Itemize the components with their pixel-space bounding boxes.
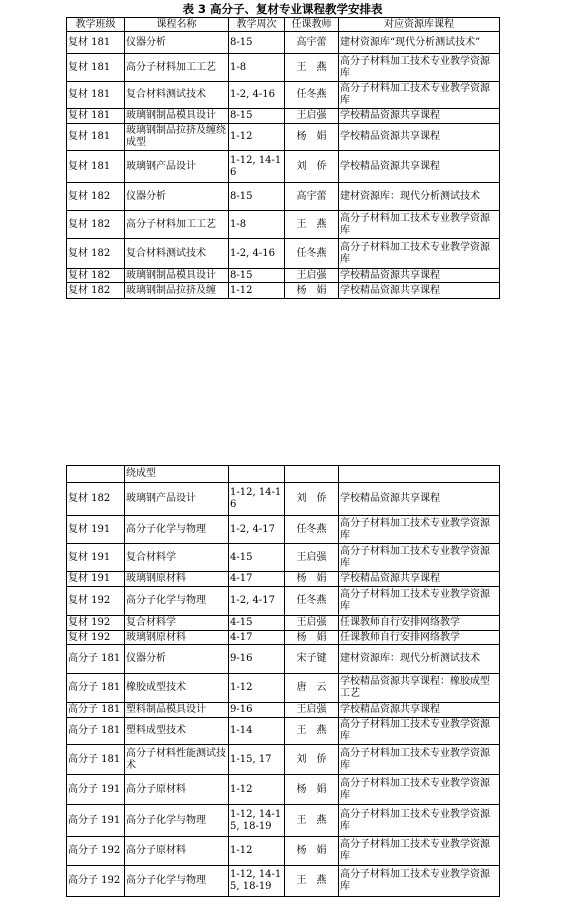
header-weeks: 教学周次 [229,18,285,32]
cell-class: 复材 192 [67,631,125,645]
cell-course: 仪器分析 [125,183,229,211]
cell-resource: 学校精品资源共享课程 [339,151,500,183]
cell-class: 高分子 192 [67,866,125,897]
table-row [67,516,500,544]
cell-class: 复材 181 [67,109,125,124]
header-class: 教学班级 [67,18,125,32]
table-row [67,82,500,109]
cell-weeks: 4-15 [229,544,285,572]
cell-weeks: 1-12, 14-15, 18-19 [229,866,285,897]
table-row [67,466,500,483]
cell-weeks [229,466,285,483]
cell-weeks: 8-15 [229,183,285,211]
cell-teacher: 王 燕 [285,805,339,837]
cell-weeks: 1-2, 4-17 [229,587,285,616]
cell-class: 复材 181 [67,32,125,54]
cell-resource: 学校精品资源共享课程 [339,283,500,299]
cell-resource: 学校精品资源共享课程 [339,703,500,718]
table-row [67,718,500,745]
cell-class: 高分子 191 [67,775,125,805]
cell-class: 复材 181 [67,124,125,151]
cell-resource: 高分子材料加工技术专业教学资源库 [339,718,500,745]
cell-resource [339,466,500,483]
cell-course: 高分子原材料 [125,775,229,805]
cell-weeks: 1-2, 4-16 [229,82,285,109]
table-row [67,124,500,151]
cell-resource: 高分子材料加工技术专业教学资源库 [339,544,500,572]
cell-teacher: 刘 侨 [285,151,339,183]
table-header-row [67,18,500,32]
table-row [67,631,500,645]
table-row [67,183,500,211]
cell-course: 绕成型 [125,466,229,483]
cell-weeks: 1-12 [229,775,285,805]
cell-course: 高分子原材料 [125,837,229,866]
cell-weeks: 1-12, 14-16 [229,151,285,183]
cell-course: 玻璃钢制品模具设计 [125,109,229,124]
cell-class: 复材 182 [67,239,125,269]
cell-class: 高分子 181 [67,674,125,703]
cell-teacher: 杨 娟 [285,775,339,805]
cell-resource: 高分子材料加工技术专业教学资源库 [339,239,500,269]
cell-class: 高分子 181 [67,718,125,745]
cell-weeks: 1-2, 4-16 [229,239,285,269]
cell-resource: 高分子材料加工技术专业教学资源库 [339,775,500,805]
cell-class: 复材 181 [67,82,125,109]
cell-teacher: 王 燕 [285,866,339,897]
cell-course: 塑料成型技术 [125,718,229,745]
cell-weeks: 4-17 [229,631,285,645]
cell-class: 高分子 192 [67,837,125,866]
cell-weeks: 1-14 [229,718,285,745]
cell-class: 复材 182 [67,211,125,239]
table-row [67,745,500,775]
cell-course: 玻璃钢原材料 [125,631,229,645]
cell-teacher: 高宇蕾 [285,32,339,54]
cell-teacher: 王启强 [285,544,339,572]
cell-resource: 建材资源库：现代分析测试技术 [339,645,500,674]
cell-resource: 高分子材料加工技术专业教学资源库 [339,837,500,866]
cell-class [67,466,125,483]
cell-weeks: 9-16 [229,703,285,718]
cell-resource: 高分子材料加工技术专业教学资源库 [339,516,500,544]
cell-resource: 高分子材料加工技术专业教学资源库 [339,866,500,897]
cell-weeks: 4-17 [229,572,285,587]
schedule-table-part-2 [66,465,500,897]
cell-weeks: 8-15 [229,109,285,124]
cell-weeks: 1-12, 14-15, 18-19 [229,805,285,837]
cell-class: 复材 192 [67,616,125,631]
table-body-part-1 [67,32,500,299]
cell-teacher: 高宇蕾 [285,183,339,211]
cell-class: 复材 182 [67,483,125,516]
cell-weeks: 8-15 [229,32,285,54]
cell-course: 复合材料学 [125,616,229,631]
cell-teacher [285,466,339,483]
cell-weeks: 1-2, 4-17 [229,516,285,544]
table-row [67,674,500,703]
cell-resource: 高分子材料加工技术专业教学资源库 [339,211,500,239]
cell-resource: 高分子材料加工技术专业教学资源库 [339,587,500,616]
cell-teacher: 任冬燕 [285,82,339,109]
table-row [67,805,500,837]
cell-teacher: 王启强 [285,109,339,124]
cell-course: 玻璃钢制品拉挤及缠 [125,283,229,299]
cell-course: 高分子化学与物理 [125,866,229,897]
cell-teacher: 王 燕 [285,211,339,239]
cell-teacher: 杨 娟 [285,631,339,645]
table-row [67,269,500,283]
cell-weeks: 1-8 [229,54,285,82]
table-row [67,483,500,516]
cell-teacher: 王启强 [285,703,339,718]
cell-resource: 学校精品资源共享课程 [339,483,500,516]
cell-course: 高分子化学与物理 [125,587,229,616]
table-row [67,866,500,897]
cell-resource: 学校精品资源共享课程 [339,109,500,124]
cell-course: 高分子化学与物理 [125,516,229,544]
cell-course: 高分子材料性能测试技术 [125,745,229,775]
cell-course: 橡胶成型技术 [125,674,229,703]
cell-resource: 建材资源库：现代分析测试技术 [339,183,500,211]
cell-course: 复合材料测试技术 [125,82,229,109]
table-row [67,211,500,239]
cell-weeks: 4-15 [229,616,285,631]
table-caption: 表 3 高分子、复材专业课程教学安排表 [182,2,383,16]
table-row [67,572,500,587]
table-row [67,837,500,866]
table-row [67,54,500,82]
cell-course: 高分子化学与物理 [125,805,229,837]
cell-teacher: 王 燕 [285,54,339,82]
cell-teacher: 王启强 [285,269,339,283]
cell-weeks: 1-8 [229,211,285,239]
cell-weeks: 1-12 [229,124,285,151]
cell-teacher: 杨 娟 [285,572,339,587]
table-row [67,283,500,299]
cell-course: 塑料制品模具设计 [125,703,229,718]
cell-resource: 任课教师自行安排网络教学 [339,616,500,631]
table-row [67,587,500,616]
cell-teacher: 刘 侨 [285,483,339,516]
table-row [67,703,500,718]
cell-resource: 学校精品资源共享课程 [339,572,500,587]
cell-teacher: 宋子键 [285,645,339,674]
cell-class: 复材 191 [67,516,125,544]
cell-class: 高分子 181 [67,745,125,775]
cell-course: 仪器分析 [125,645,229,674]
header-course: 课程名称 [125,18,229,32]
cell-teacher: 杨 娟 [285,124,339,151]
cell-weeks: 1-12 [229,283,285,299]
table-row [67,109,500,124]
table-row [67,645,500,674]
header-teacher: 任课教师 [285,18,339,32]
cell-class: 复材 191 [67,544,125,572]
table-row [67,616,500,631]
cell-resource: 学校精品资源共享课程：橡胶成型工艺 [339,674,500,703]
cell-teacher: 唐 云 [285,674,339,703]
cell-course: 玻璃钢产品设计 [125,151,229,183]
cell-class: 高分子 181 [67,645,125,674]
cell-resource: 高分子材料加工技术专业教学资源库 [339,805,500,837]
table-row [67,775,500,805]
cell-course: 高分子材料加工工艺 [125,211,229,239]
cell-weeks: 1-12 [229,837,285,866]
table-row [67,239,500,269]
cell-course: 仪器分析 [125,32,229,54]
cell-teacher: 任冬燕 [285,239,339,269]
cell-class: 复材 181 [67,151,125,183]
cell-course: 高分子材料加工工艺 [125,54,229,82]
cell-teacher: 杨 娟 [285,283,339,299]
cell-teacher: 任冬燕 [285,516,339,544]
cell-resource: 高分子材料加工技术专业教学资源库 [339,54,500,82]
cell-class: 复材 182 [67,269,125,283]
cell-class: 高分子 181 [67,703,125,718]
cell-weeks: 1-15, 17 [229,745,285,775]
cell-course: 玻璃钢制品拉挤及缠绕成型 [125,124,229,151]
cell-resource: 学校精品资源共享课程 [339,124,500,151]
cell-course: 复合材料测试技术 [125,239,229,269]
table-row [67,544,500,572]
cell-teacher: 王 燕 [285,718,339,745]
cell-resource: 学校精品资源共享课程 [339,269,500,283]
table-row [67,32,500,54]
cell-weeks: 1-12 [229,674,285,703]
cell-class: 复材 182 [67,183,125,211]
table-body-part-2 [67,466,500,897]
cell-resource: 任课教师自行安排网络教学 [339,631,500,645]
cell-course: 复合材料学 [125,544,229,572]
cell-resource: 高分子材料加工技术专业教学资源库 [339,82,500,109]
cell-teacher: 王启强 [285,616,339,631]
cell-class: 复材 181 [67,54,125,82]
table-row [67,151,500,183]
cell-course: 玻璃钢产品设计 [125,483,229,516]
cell-course: 玻璃钢制品模具设计 [125,269,229,283]
cell-teacher: 刘 侨 [285,745,339,775]
cell-weeks: 8-15 [229,269,285,283]
cell-course: 玻璃钢原材料 [125,572,229,587]
schedule-table-part-1 [66,17,500,299]
cell-class: 高分子 191 [67,805,125,837]
cell-weeks: 1-12, 14-16 [229,483,285,516]
cell-weeks: 9-16 [229,645,285,674]
cell-class: 复材 182 [67,283,125,299]
header-resource: 对应资源库课程 [339,18,500,32]
cell-class: 复材 192 [67,587,125,616]
cell-resource: 高分子材料加工技术专业教学资源库 [339,745,500,775]
cell-teacher: 任冬燕 [285,587,339,616]
cell-class: 复材 191 [67,572,125,587]
cell-resource: 建材资源库“现代分析测试技术” [339,32,500,54]
cell-teacher: 杨 娟 [285,837,339,866]
